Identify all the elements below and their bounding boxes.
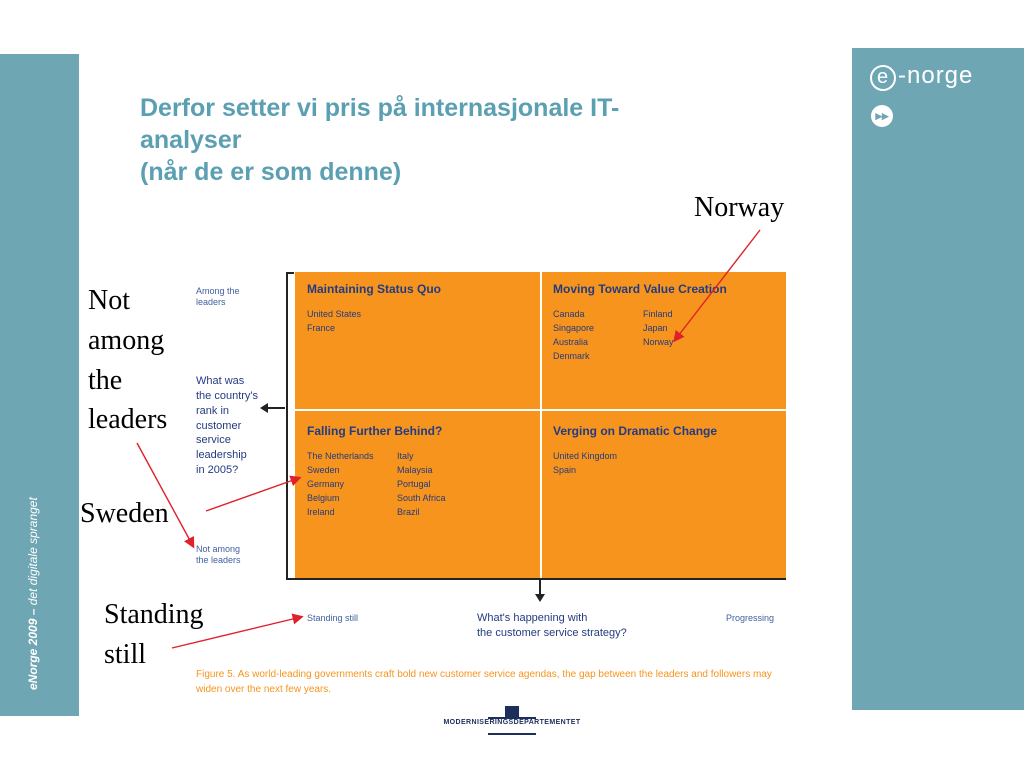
annotation-line: Standing <box>104 599 204 630</box>
annotation-sweden: Sweden <box>80 498 169 529</box>
quadrant-title: Verging on Dramatic Change <box>553 424 718 438</box>
country: France <box>307 322 336 333</box>
country: The Netherlands <box>307 451 374 461</box>
quadrant-title: Maintaining Status Quo <box>307 282 441 296</box>
country-norway: Norway <box>643 336 674 347</box>
v-bottom-line: the leaders <box>196 555 241 566</box>
country: Spain <box>553 464 577 475</box>
country: United Kingdom <box>553 451 618 461</box>
v-bottom-line: Not among <box>196 544 241 554</box>
country: Portugal <box>397 478 431 489</box>
country: Brazil <box>397 506 420 517</box>
annotation-line: still <box>104 638 147 670</box>
annotation-line: the <box>88 364 123 396</box>
country: Canada <box>553 309 585 319</box>
v-question-line: What was <box>196 375 245 387</box>
annotation-line: leaders <box>88 404 168 436</box>
v-question-line: customer <box>196 419 242 432</box>
country: Japan <box>643 322 668 333</box>
horizontal-axis-right-label: Progressing <box>726 613 775 623</box>
annotation-norway: Norway <box>694 192 785 223</box>
quadrant-title: Falling Further Behind? <box>307 424 443 438</box>
h-question-line: the customer service strategy? <box>477 626 627 639</box>
logo-rest: -norge <box>898 62 974 89</box>
v-question-line: the country's <box>196 389 259 402</box>
country: Finland <box>643 309 673 319</box>
figure-caption: Figure 5. As world-leading governments craft bold new customer service agendas, the gap between the leaders and followers may widen over the next few years. <box>196 669 772 695</box>
v-top-line: leaders <box>196 297 226 308</box>
arrow-to-standing-still <box>172 617 301 648</box>
title-line-2: analyser <box>140 126 242 154</box>
country: Belgium <box>307 492 340 503</box>
ministry-logo <box>432 706 592 746</box>
annotation-line: among <box>88 324 165 356</box>
logo-e-circle: e <box>870 65 896 91</box>
arrow-to-sweden <box>206 478 299 511</box>
v-question-line: in 2005? <box>196 464 239 477</box>
country: Germany <box>307 478 345 489</box>
h-question-line: What's happening with <box>477 612 588 624</box>
v-question-line: rank in <box>196 404 230 417</box>
footer-tagline-bold: eNorge 2009 – <box>26 605 40 690</box>
country: Italy <box>397 451 414 461</box>
country: Ireland <box>307 506 335 517</box>
title-line-1: Derfor setter vi pris på internasjonale IT- <box>140 94 620 122</box>
country: Malaysia <box>397 464 433 475</box>
ministry-logo-shield <box>505 706 519 718</box>
quadrant-title: Moving Toward Value Creation <box>553 282 727 296</box>
country: Singapore <box>553 322 595 333</box>
country-sweden: Sweden <box>307 464 340 475</box>
country: Denmark <box>553 350 590 361</box>
footer-tagline-rest: det digitale spranget <box>26 497 40 606</box>
ministry-logo-rule-bottom <box>488 733 536 735</box>
arrow-to-norway <box>675 230 760 340</box>
arrow-to-not-among <box>137 443 193 546</box>
horizontal-axis-left-label: Standing still <box>307 613 359 623</box>
country: South Africa <box>397 492 446 503</box>
v-question-line: leadership <box>196 449 247 462</box>
country: Australia <box>553 336 589 347</box>
title-line-3: (når de er som denne) <box>140 158 402 186</box>
ministry-name: MODERNISERINGSDEPARTEMENTET <box>443 719 581 726</box>
country: United States <box>307 309 362 319</box>
v-question-line: service <box>196 434 231 447</box>
v-top-line: Among the <box>196 286 240 296</box>
annotation-line: Not <box>88 285 130 316</box>
fast-forward-icon[interactable]: ▸▸ <box>871 105 893 127</box>
